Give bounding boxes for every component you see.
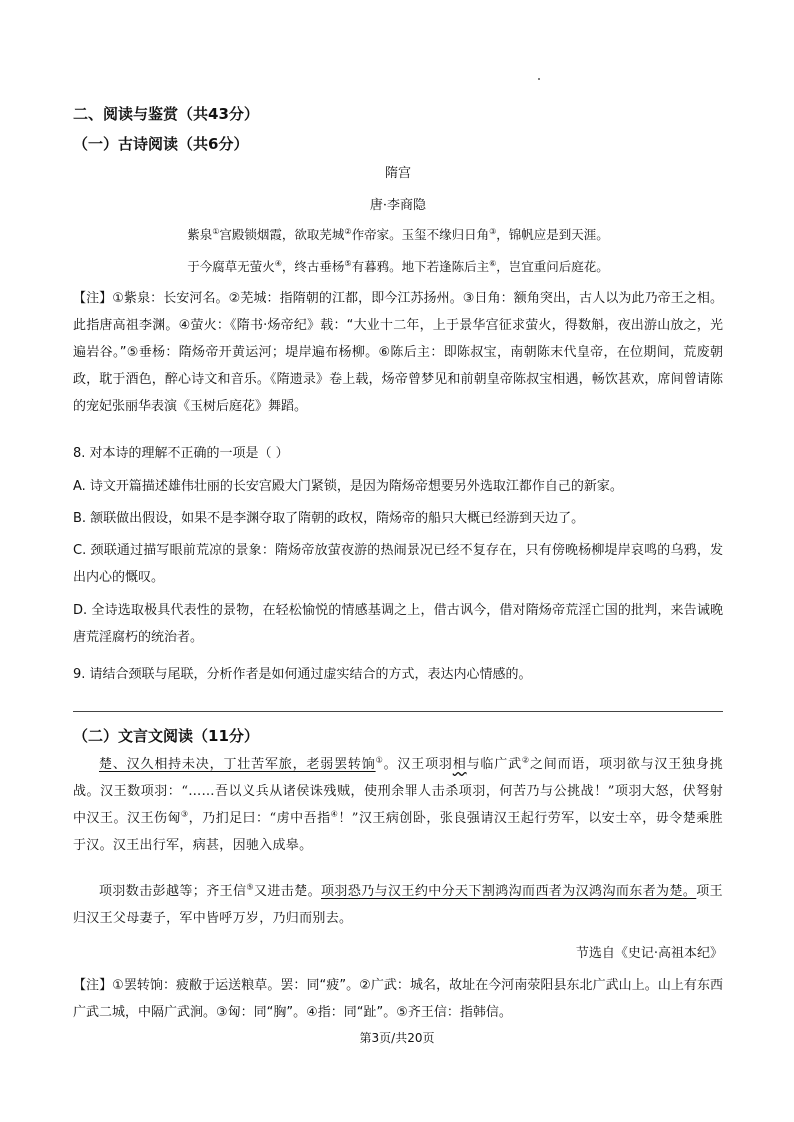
question-9: 9. 请结合颈联与尾联，分析作者是如何通过虚实结合的方式，表达内心情感的。: [73, 667, 532, 682]
question-8-option-a: A. 诗文开篇描述雄伟壮丽的长安宫殿大门紧锁，是因为隋炀帝想要另外选取江都作自己的新家。: [73, 479, 623, 494]
question-8-option-d: D. 全诗选取极具代表性的景物，在轻松愉悦的情感基调之上，借古讽今，借对隋炀帝荒淫亡国的批判，来告诫晚唐荒淫腐朽的统治者。: [73, 603, 723, 645]
marked-word: 相: [452, 757, 467, 772]
poem-line-1: [73, 226, 723, 244]
poem-text: ，终古垂杨: [281, 259, 345, 274]
classical-heading: （二）文言文阅读（11分）: [73, 727, 259, 745]
poetry-heading: （一）古诗阅读（共6分）: [73, 135, 249, 153]
note-marker: ⑤: [344, 258, 352, 268]
note-marker: ②: [344, 226, 352, 236]
poem-title: 隋宫: [384, 166, 411, 181]
source-citation: 节选自《史记·高祖本纪》: [575, 946, 723, 961]
classical-text: 又进击楚。: [254, 884, 322, 899]
classical-text: 。汉王项羽: [383, 757, 453, 772]
section-divider: [73, 711, 723, 712]
page-footer: 第3页/共20页: [359, 1031, 435, 1045]
poem-text: 作帝家。玉玺不缘归日角: [351, 227, 490, 242]
note-marker: ①: [375, 755, 384, 765]
classical-text: 与临广武: [466, 757, 522, 772]
poem-notes: 【注】①紫泉：长安河名。②芜城：指隋朝的江都，即今江苏扬州。③日角：额角突出，古人以为此乃帝王之相。此指唐高祖李渊。④萤火：《隋书·炀帝纪》载：“大业十二年，上于景华宫征求萤火，得数斛，夜出游山放之，光遍岩谷。”⑤垂杨：隋炀帝开黄运河；堤岸遍布杨柳。⑥陈后主：即陈叔宝，南朝陈末代皇帝，在位期间，荒废朝政，耽于酒色，醉心诗文和音乐。《隋遗录》卷上载，炀帝曾梦见和前朝皇帝陈叔宝相遇，畅饮甚欢，席间曾请陈的宠妃张丽华表演《玉树后庭花》舞蹈。: [73, 291, 723, 414]
question-8-option-b: B. 颔联做出假设，如果不是李渊夺取了隋朝的政权，隋炀帝的船只大概已经游到天边了。: [73, 511, 585, 526]
classical-paragraph-2: [73, 878, 723, 932]
note-marker: ⑥: [489, 258, 497, 268]
section-title: 二、阅读与鉴赏（共43分）: [73, 105, 259, 123]
classical-text: ！”汉王病创卧，张良强请汉王起行劳军，以安士卒，毋令楚乘胜于汉。汉王出行军，病甚，因驰入成皋。: [73, 811, 723, 853]
poem-text: ，岂宜重问后庭花。: [496, 259, 609, 274]
underlined-sentence: 楚、汉久相持未决，丁壮苦军旅，老弱罢转饷: [99, 757, 376, 772]
note-marker: ③: [180, 809, 189, 819]
question-8-stem: 8. 对本诗的理解不正确的一项是（ ）: [73, 446, 289, 461]
poem-text: 紫泉: [187, 227, 213, 242]
poem-text: ，锦帆应是到天涯。: [496, 227, 609, 242]
underlined-sentence: 项羽恐乃与汉王约中分天下割鸿沟而西者为汉鸿沟而东者为楚。: [321, 884, 697, 899]
question-8-option-c: C. 颈联通过描写眼前荒凉的景象：隋炀帝放萤夜游的热闹景况已经不复存在，只有傍晚杨柳堤岸哀鸣的乌鸦，发出内心的慨叹。: [73, 543, 723, 585]
classical-text: 之间而语，项羽欲与汉王独身挑战。汉王数项羽：“……吾以义兵从诸侯诛残贼，使刑余罪人击杀项羽，何苦乃与公挑战！”项羽大怒，伏弩射中汉王。汉王伤匈: [73, 757, 724, 826]
classical-text: ，乃扪足曰：“虏中吾指: [188, 811, 331, 826]
classical-text: 项王归汉王父母妻子，军中皆呼万岁，乃归而别去。: [73, 884, 723, 926]
poem-text: 于今腐草无萤火: [187, 259, 275, 274]
classical-notes: 【注】①罢转饷：疲敝于运送粮草。罢：同“疲”。②广武：城名，故址在今河南荥阳县东北广武山上。山上有东西广武二城，中隔广武涧。③匈：同“胸”。④指：同“趾”。⑤齐王信：指韩信。: [73, 978, 723, 1020]
note-marker: ④: [330, 809, 339, 819]
classical-paragraph-1: [73, 751, 723, 859]
poem-line-2: [73, 258, 723, 276]
poem-text: 有暮鸦。地下若逢陈后主: [351, 259, 490, 274]
note-marker: ⑤: [246, 882, 254, 892]
poem-text: 宫殿锁烟霞，欲取芜城: [219, 227, 345, 242]
scan-dot: [538, 78, 540, 80]
classical-text: 项羽数击彭越等；齐王信: [99, 884, 247, 899]
note-marker: ①: [212, 226, 220, 236]
note-marker: ②: [521, 755, 530, 765]
note-marker: ③: [489, 226, 497, 236]
note-marker: ④: [274, 258, 282, 268]
poem-author: 唐·李商隐: [369, 198, 427, 213]
